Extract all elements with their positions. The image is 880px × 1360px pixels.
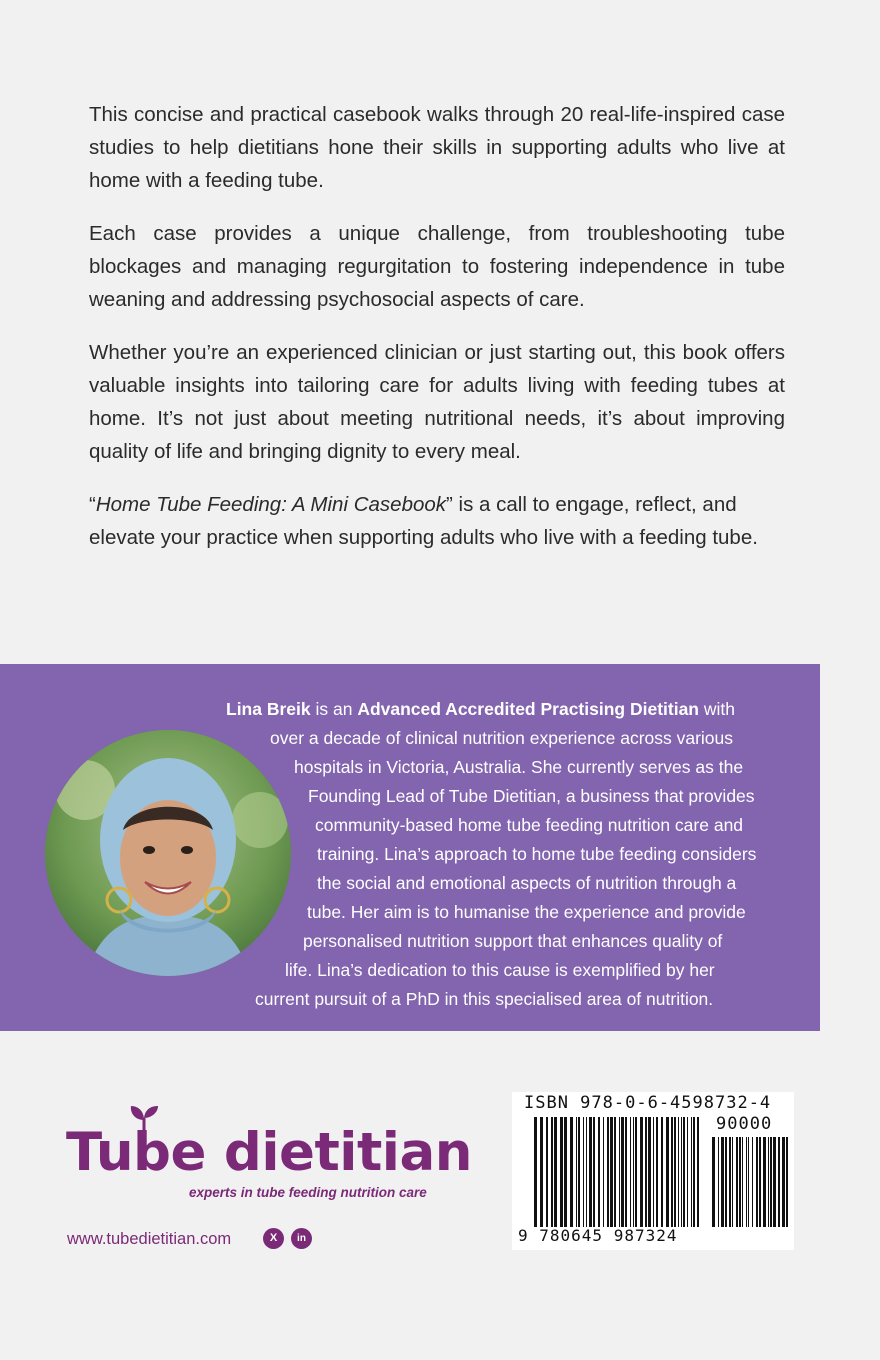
price-code: 90000 <box>716 1114 773 1134</box>
barcode-bar <box>666 1117 669 1227</box>
website-link[interactable]: www.tubedietitian.com <box>67 1230 232 1248</box>
description-paragraph-4 <box>89 488 785 554</box>
description-paragraph-2: Each case provides a unique challenge, from troubleshooting tube blockages and managing regurgitation to fostering independence in tube weaning and addressing psychosocial aspects of care. <box>89 222 785 311</box>
author-photo <box>45 730 291 976</box>
barcode-bar <box>621 1117 624 1227</box>
barcode-bar <box>578 1117 580 1227</box>
barcode-bar <box>756 1137 758 1227</box>
barcode-bar <box>778 1137 780 1227</box>
bio-line-9: life. Lina’s dedication to this cause is exemplified by her <box>285 960 715 980</box>
barcode-bar <box>768 1137 769 1227</box>
barcode-bar <box>630 1117 631 1227</box>
author-name: Lina Breik <box>226 699 311 719</box>
bio-line-6: the social and emotional aspects of nutrition through a <box>317 873 737 893</box>
barcode-bar <box>786 1137 788 1227</box>
barcode-bar <box>671 1117 673 1227</box>
barcode-bar <box>718 1137 719 1227</box>
barcode-bar <box>603 1117 604 1227</box>
description-paragraph-1: This concise and practical casebook walks through 20 real-life-inspired case studies to help dietitians hone their skills in supporting adults who live at home with a feeding tube. <box>89 103 785 192</box>
book-description <box>89 98 785 574</box>
barcode-bar <box>759 1137 761 1227</box>
barcode-bar <box>678 1117 679 1227</box>
barcode-bar <box>712 1137 715 1227</box>
barcode-bar <box>752 1137 753 1227</box>
barcode-bar <box>681 1117 682 1227</box>
bio-line-1: over a decade of clinical nutrition experience across various <box>270 728 734 748</box>
barcode-bar <box>589 1117 592 1227</box>
barcode-bar <box>748 1137 749 1227</box>
barcode-bar <box>586 1117 587 1227</box>
description-paragraph-3: Whether you’re an experienced clinician or just starting out, this book offers valuable insights into tailoring care for adults living with feeding tubes at home. It’s not just about meeting nutritional needs, it’s about improving quality of life and bringing dignity to every meal. <box>89 341 785 463</box>
bio-with: with <box>699 699 735 719</box>
barcode-bar <box>633 1117 634 1227</box>
barcode-bar <box>551 1117 553 1227</box>
barcode-bar <box>593 1117 595 1227</box>
barcode-bar <box>721 1137 724 1227</box>
barcode-bar <box>560 1117 563 1227</box>
barcode-bar <box>598 1117 600 1227</box>
barcode-bar <box>683 1117 685 1227</box>
author-credential: Advanced Accredited Practising Dietitian <box>357 699 699 719</box>
logo-tagline: experts in tube feeding nutrition care <box>189 1185 427 1200</box>
barcode-bar <box>697 1117 699 1227</box>
barcode-bar <box>773 1137 776 1227</box>
bio-line-0 <box>226 695 735 724</box>
barcode-bar <box>625 1117 627 1227</box>
bio-line-2: hospitals in Victoria, Australia. She currently serves as the <box>294 757 744 777</box>
barcode-bar <box>746 1137 747 1227</box>
barcode-bar <box>583 1117 584 1227</box>
bio-line-7: tube. Her aim is to humanise the experience and provide <box>307 902 746 922</box>
barcode-bar <box>554 1117 557 1227</box>
barcode-bar <box>619 1117 620 1227</box>
bio-line-4: community-based home tube feeding nutrition care and <box>315 815 744 835</box>
bio-line-10: current pursuit of a PhD in this specialised area of nutrition. <box>255 989 714 1009</box>
barcode-bar <box>607 1117 609 1227</box>
barcode-bar <box>782 1137 785 1227</box>
ean-digits: 9 780645 987324 <box>518 1226 678 1245</box>
barcode-bar <box>648 1117 651 1227</box>
barcode-bar <box>576 1117 577 1227</box>
tube-dietitian-logo: Tube dietitian <box>66 1122 472 1183</box>
barcode-bar <box>691 1117 692 1227</box>
barcode-bar <box>732 1137 733 1227</box>
barcode-bar <box>674 1117 676 1227</box>
barcode-bar <box>770 1137 772 1227</box>
barcode-bar <box>725 1137 727 1227</box>
barcode-bar <box>661 1117 663 1227</box>
barcode-bar <box>687 1117 688 1227</box>
barcode-bar <box>534 1117 537 1227</box>
barcode-bar <box>570 1117 573 1227</box>
author-portrait-illustration <box>45 730 291 976</box>
barcode-bar <box>614 1117 616 1227</box>
sprout-leaf-icon <box>128 1104 164 1134</box>
paragraph-4-rest: ” is a call to engage, reflect, and elevate your practice when supporting adults who live with a feeding tube. <box>89 493 758 549</box>
barcode-bar <box>546 1117 548 1227</box>
barcode-bar <box>739 1137 741 1227</box>
barcode-bar <box>693 1117 695 1227</box>
book-title-italic: Home Tube Feeding: A Mini Casebook <box>95 493 447 516</box>
x-icon[interactable]: X <box>263 1228 284 1249</box>
barcode-bar <box>564 1117 567 1227</box>
bio-line-5: training. Lina’s approach to home tube feeding considers <box>317 844 757 864</box>
isbn-label: ISBN 978-0-6-4598732-4 <box>524 1093 772 1113</box>
barcode-bar <box>540 1117 543 1227</box>
barcode-bar <box>640 1117 643 1227</box>
barcode-bar <box>742 1137 743 1227</box>
barcode-bar <box>736 1137 738 1227</box>
barcode-bar <box>729 1137 731 1227</box>
open-quote: “ <box>89 493 96 516</box>
addon-barcode-bars <box>712 1137 790 1227</box>
barcode-bar <box>656 1117 658 1227</box>
bio-line-8: personalised nutrition support that enhances quality of <box>303 931 723 951</box>
barcode-bar <box>610 1117 613 1227</box>
bio-is-an: is an <box>310 699 358 719</box>
ean-barcode-bars <box>534 1117 702 1227</box>
linkedin-icon[interactable]: in <box>291 1228 312 1249</box>
barcode-bar <box>763 1137 766 1227</box>
barcode-bar <box>645 1117 647 1227</box>
bio-line-3: Founding Lead of Tube Dietitian, a business that provides <box>308 786 755 806</box>
barcode-bar <box>635 1117 637 1227</box>
barcode-bar <box>653 1117 654 1227</box>
